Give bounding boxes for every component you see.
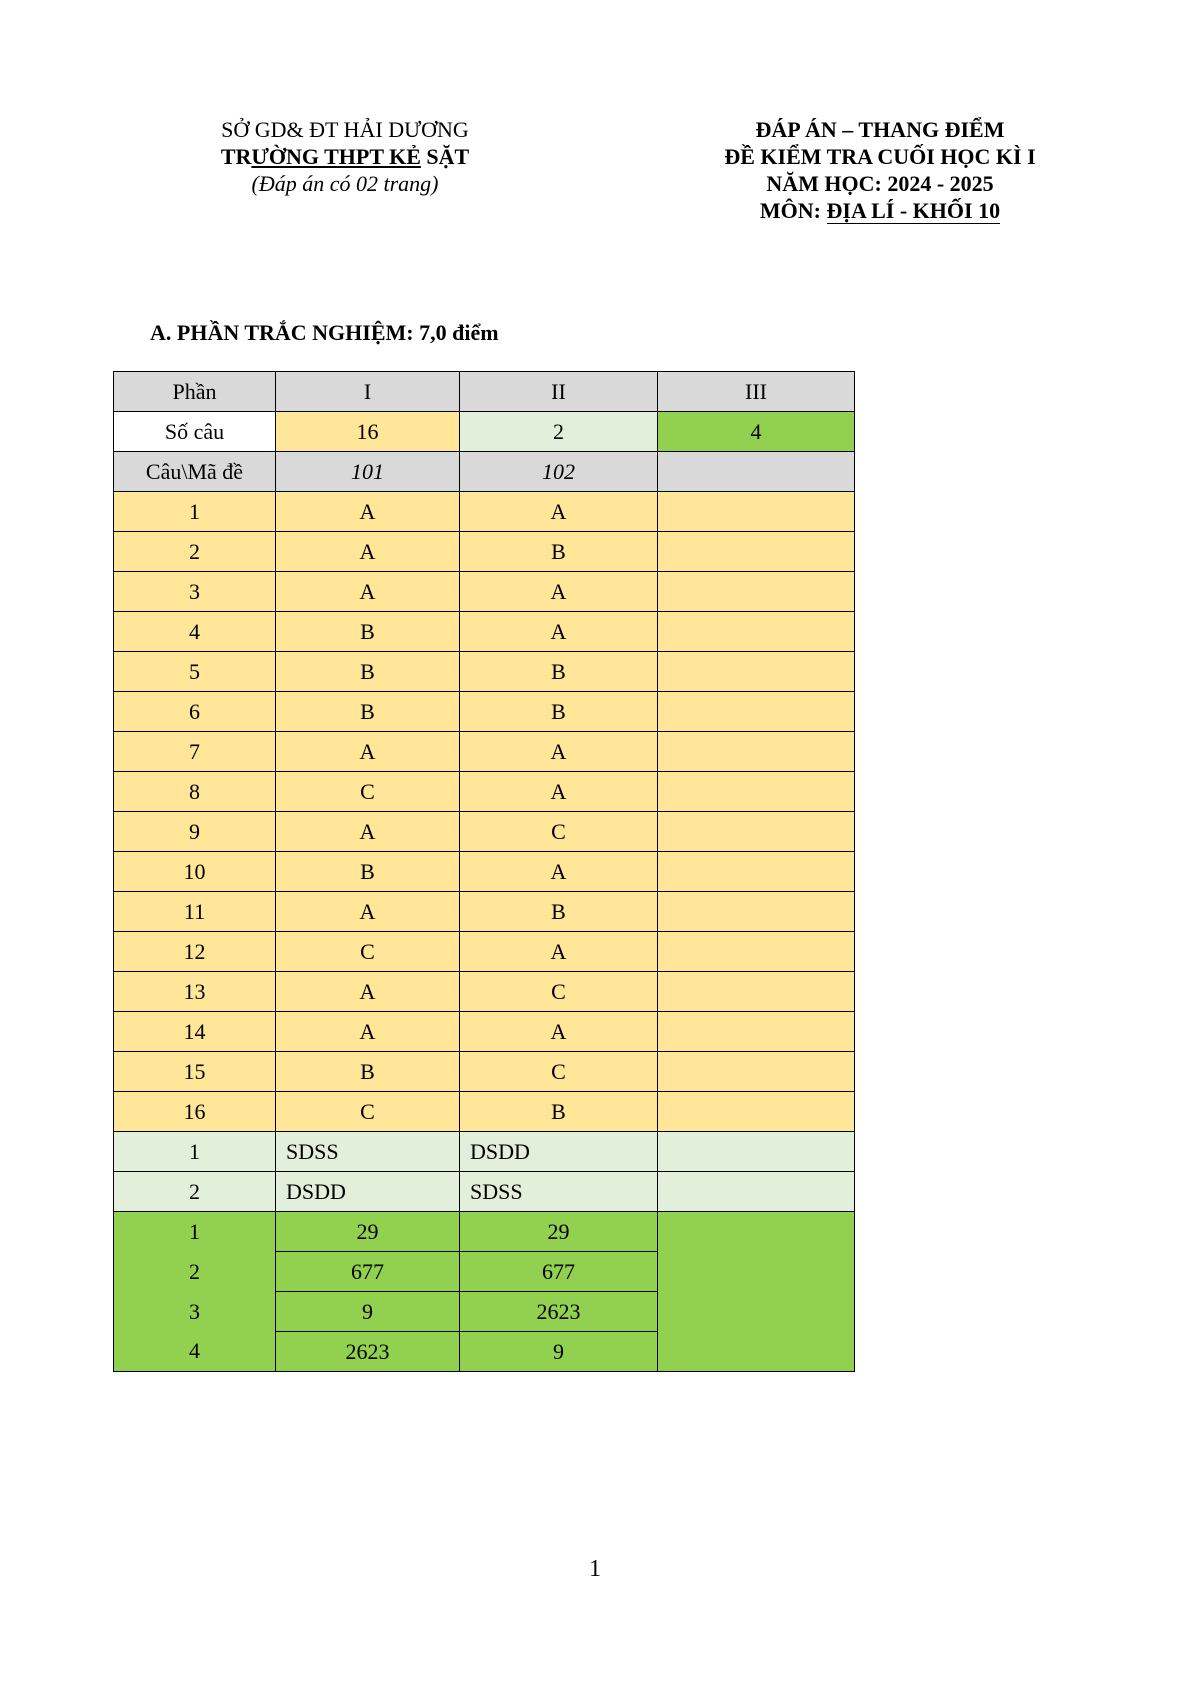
question-number: 5 <box>114 652 276 692</box>
question-number: 4 <box>114 1332 276 1372</box>
answer-101: C <box>276 932 460 972</box>
answer-102: 29 <box>460 1212 658 1252</box>
page-number: 1 <box>589 1556 601 1582</box>
empty-cell <box>658 452 855 492</box>
table-row <box>114 1172 855 1212</box>
question-number: 8 <box>114 772 276 812</box>
empty-cell <box>658 732 855 772</box>
empty-cell <box>658 612 855 652</box>
table-row-socau <box>114 412 855 452</box>
department-name: SỞ GD& ĐT HẢI DƯƠNG <box>221 117 469 142</box>
empty-cell <box>658 932 855 972</box>
table-row <box>114 1092 855 1132</box>
question-number: 4 <box>114 612 276 652</box>
empty-cell <box>658 532 855 572</box>
answer-101: B <box>276 652 460 692</box>
school-name-part: TR <box>220 144 252 169</box>
table-row <box>114 1052 855 1092</box>
socau-1: 16 <box>276 412 460 452</box>
table-row <box>114 852 855 892</box>
header-left <box>160 116 530 197</box>
answer-101: A <box>276 812 460 852</box>
empty-cell <box>658 652 855 692</box>
question-number: 2 <box>114 532 276 572</box>
empty-cell <box>658 1012 855 1052</box>
empty-cell <box>658 1212 855 1372</box>
answer-102: B <box>460 692 658 732</box>
exam-title: ĐỀ KIỂM TRA CUỐI HỌC KÌ I <box>724 144 1036 169</box>
answer-102: DSDD <box>460 1132 658 1172</box>
question-number: 1 <box>114 1212 276 1252</box>
table-row <box>114 732 855 772</box>
answer-101: C <box>276 1092 460 1132</box>
ma-de-1: 101 <box>276 452 460 492</box>
table-row-made <box>114 452 855 492</box>
table-row <box>114 492 855 532</box>
subject-label: MÔN: <box>759 198 827 223</box>
empty-cell <box>658 492 855 532</box>
answer-101: A <box>276 532 460 572</box>
answer-101: B <box>276 852 460 892</box>
answer-101: A <box>276 972 460 1012</box>
answer-101: 29 <box>276 1212 460 1252</box>
answer-102: SDSS <box>460 1172 658 1212</box>
empty-cell <box>658 572 855 612</box>
answer-101: A <box>276 1012 460 1052</box>
answer-101: SDSS <box>276 1132 460 1172</box>
answer-102: 677 <box>460 1252 658 1292</box>
empty-cell <box>658 972 855 1012</box>
answer-101: B <box>276 1052 460 1092</box>
answer-102: A <box>460 932 658 972</box>
empty-cell <box>658 1092 855 1132</box>
table-row <box>114 652 855 692</box>
answer-101: B <box>276 612 460 652</box>
answer-102: B <box>460 532 658 572</box>
question-number: 7 <box>114 732 276 772</box>
header-right <box>680 116 1080 224</box>
phan-3: III <box>658 372 855 412</box>
answer-102: 9 <box>460 1332 658 1372</box>
table-row <box>114 892 855 932</box>
table-row <box>114 532 855 572</box>
question-number: 16 <box>114 1092 276 1132</box>
answer-101: A <box>276 732 460 772</box>
question-number: 3 <box>114 1292 276 1332</box>
table-row <box>114 612 855 652</box>
empty-cell <box>658 852 855 892</box>
question-number: 9 <box>114 812 276 852</box>
school-year: NĂM HỌC: 2024 - 2025 <box>766 171 994 196</box>
answer-102: A <box>460 732 658 772</box>
question-number: 2 <box>114 1252 276 1292</box>
empty-cell <box>658 1172 855 1212</box>
empty-cell <box>658 812 855 852</box>
question-number: 1 <box>114 1132 276 1172</box>
answer-102: C <box>460 1052 658 1092</box>
answer-102: B <box>460 1092 658 1132</box>
question-number: 14 <box>114 1012 276 1052</box>
table-row-phan <box>114 372 855 412</box>
question-number: 10 <box>114 852 276 892</box>
answer-102: C <box>460 812 658 852</box>
answer-101: B <box>276 692 460 732</box>
ma-de-2: 102 <box>460 452 658 492</box>
answer-101: A <box>276 492 460 532</box>
table-row <box>114 692 855 732</box>
question-number: 6 <box>114 692 276 732</box>
socau-label: Số câu <box>114 412 276 452</box>
question-number: 2 <box>114 1172 276 1212</box>
school-name-underlined: ƯỜNG THPT KẺ <box>251 144 421 169</box>
school-name <box>160 143 530 170</box>
socau-3: 4 <box>658 412 855 452</box>
question-number: 13 <box>114 972 276 1012</box>
answer-101: 2623 <box>276 1332 460 1372</box>
answer-101: A <box>276 572 460 612</box>
answer-102: A <box>460 1012 658 1052</box>
answer-102: A <box>460 612 658 652</box>
question-number: 12 <box>114 932 276 972</box>
answer-102: 2623 <box>460 1292 658 1332</box>
section-title: A. PHẦN TRẮC NGHIỆM: 7,0 điểm <box>150 320 499 345</box>
empty-cell <box>658 772 855 812</box>
answer-101: 9 <box>276 1292 460 1332</box>
table-row <box>114 1132 855 1172</box>
answer-102: A <box>460 492 658 532</box>
page-count-note: (Đáp án có 02 trang) <box>251 171 439 196</box>
school-name-part: SẶT <box>420 144 470 169</box>
question-number: 15 <box>114 1052 276 1092</box>
answer-101: A <box>276 892 460 932</box>
answer-102: C <box>460 972 658 1012</box>
answer-102: B <box>460 892 658 932</box>
phan-1: I <box>276 372 460 412</box>
table-row <box>114 932 855 972</box>
doc-title: ĐÁP ÁN – THANG ĐIỂM <box>755 117 1005 142</box>
question-number: 11 <box>114 892 276 932</box>
answer-102: A <box>460 572 658 612</box>
table-row <box>114 972 855 1012</box>
socau-2: 2 <box>460 412 658 452</box>
answer-101: 677 <box>276 1252 460 1292</box>
subject-value: ĐỊA LÍ - KHỐI 10 <box>826 198 1001 223</box>
table-row <box>114 1212 855 1252</box>
subject <box>680 197 1080 224</box>
question-number: 3 <box>114 572 276 612</box>
empty-cell <box>658 892 855 932</box>
empty-cell <box>658 1132 855 1172</box>
table-row <box>114 772 855 812</box>
table-row <box>114 572 855 612</box>
answer-101: C <box>276 772 460 812</box>
cau-made-label: Câu\Mã đề <box>114 452 276 492</box>
empty-cell <box>658 1052 855 1092</box>
table-row <box>114 812 855 852</box>
table-row <box>114 1012 855 1052</box>
answer-102: B <box>460 652 658 692</box>
question-number: 1 <box>114 492 276 532</box>
phan-label: Phần <box>114 372 276 412</box>
answer-table <box>113 371 855 1372</box>
empty-cell <box>658 692 855 732</box>
answer-101: DSDD <box>276 1172 460 1212</box>
phan-2: II <box>460 372 658 412</box>
answer-102: A <box>460 852 658 892</box>
answer-102: A <box>460 772 658 812</box>
